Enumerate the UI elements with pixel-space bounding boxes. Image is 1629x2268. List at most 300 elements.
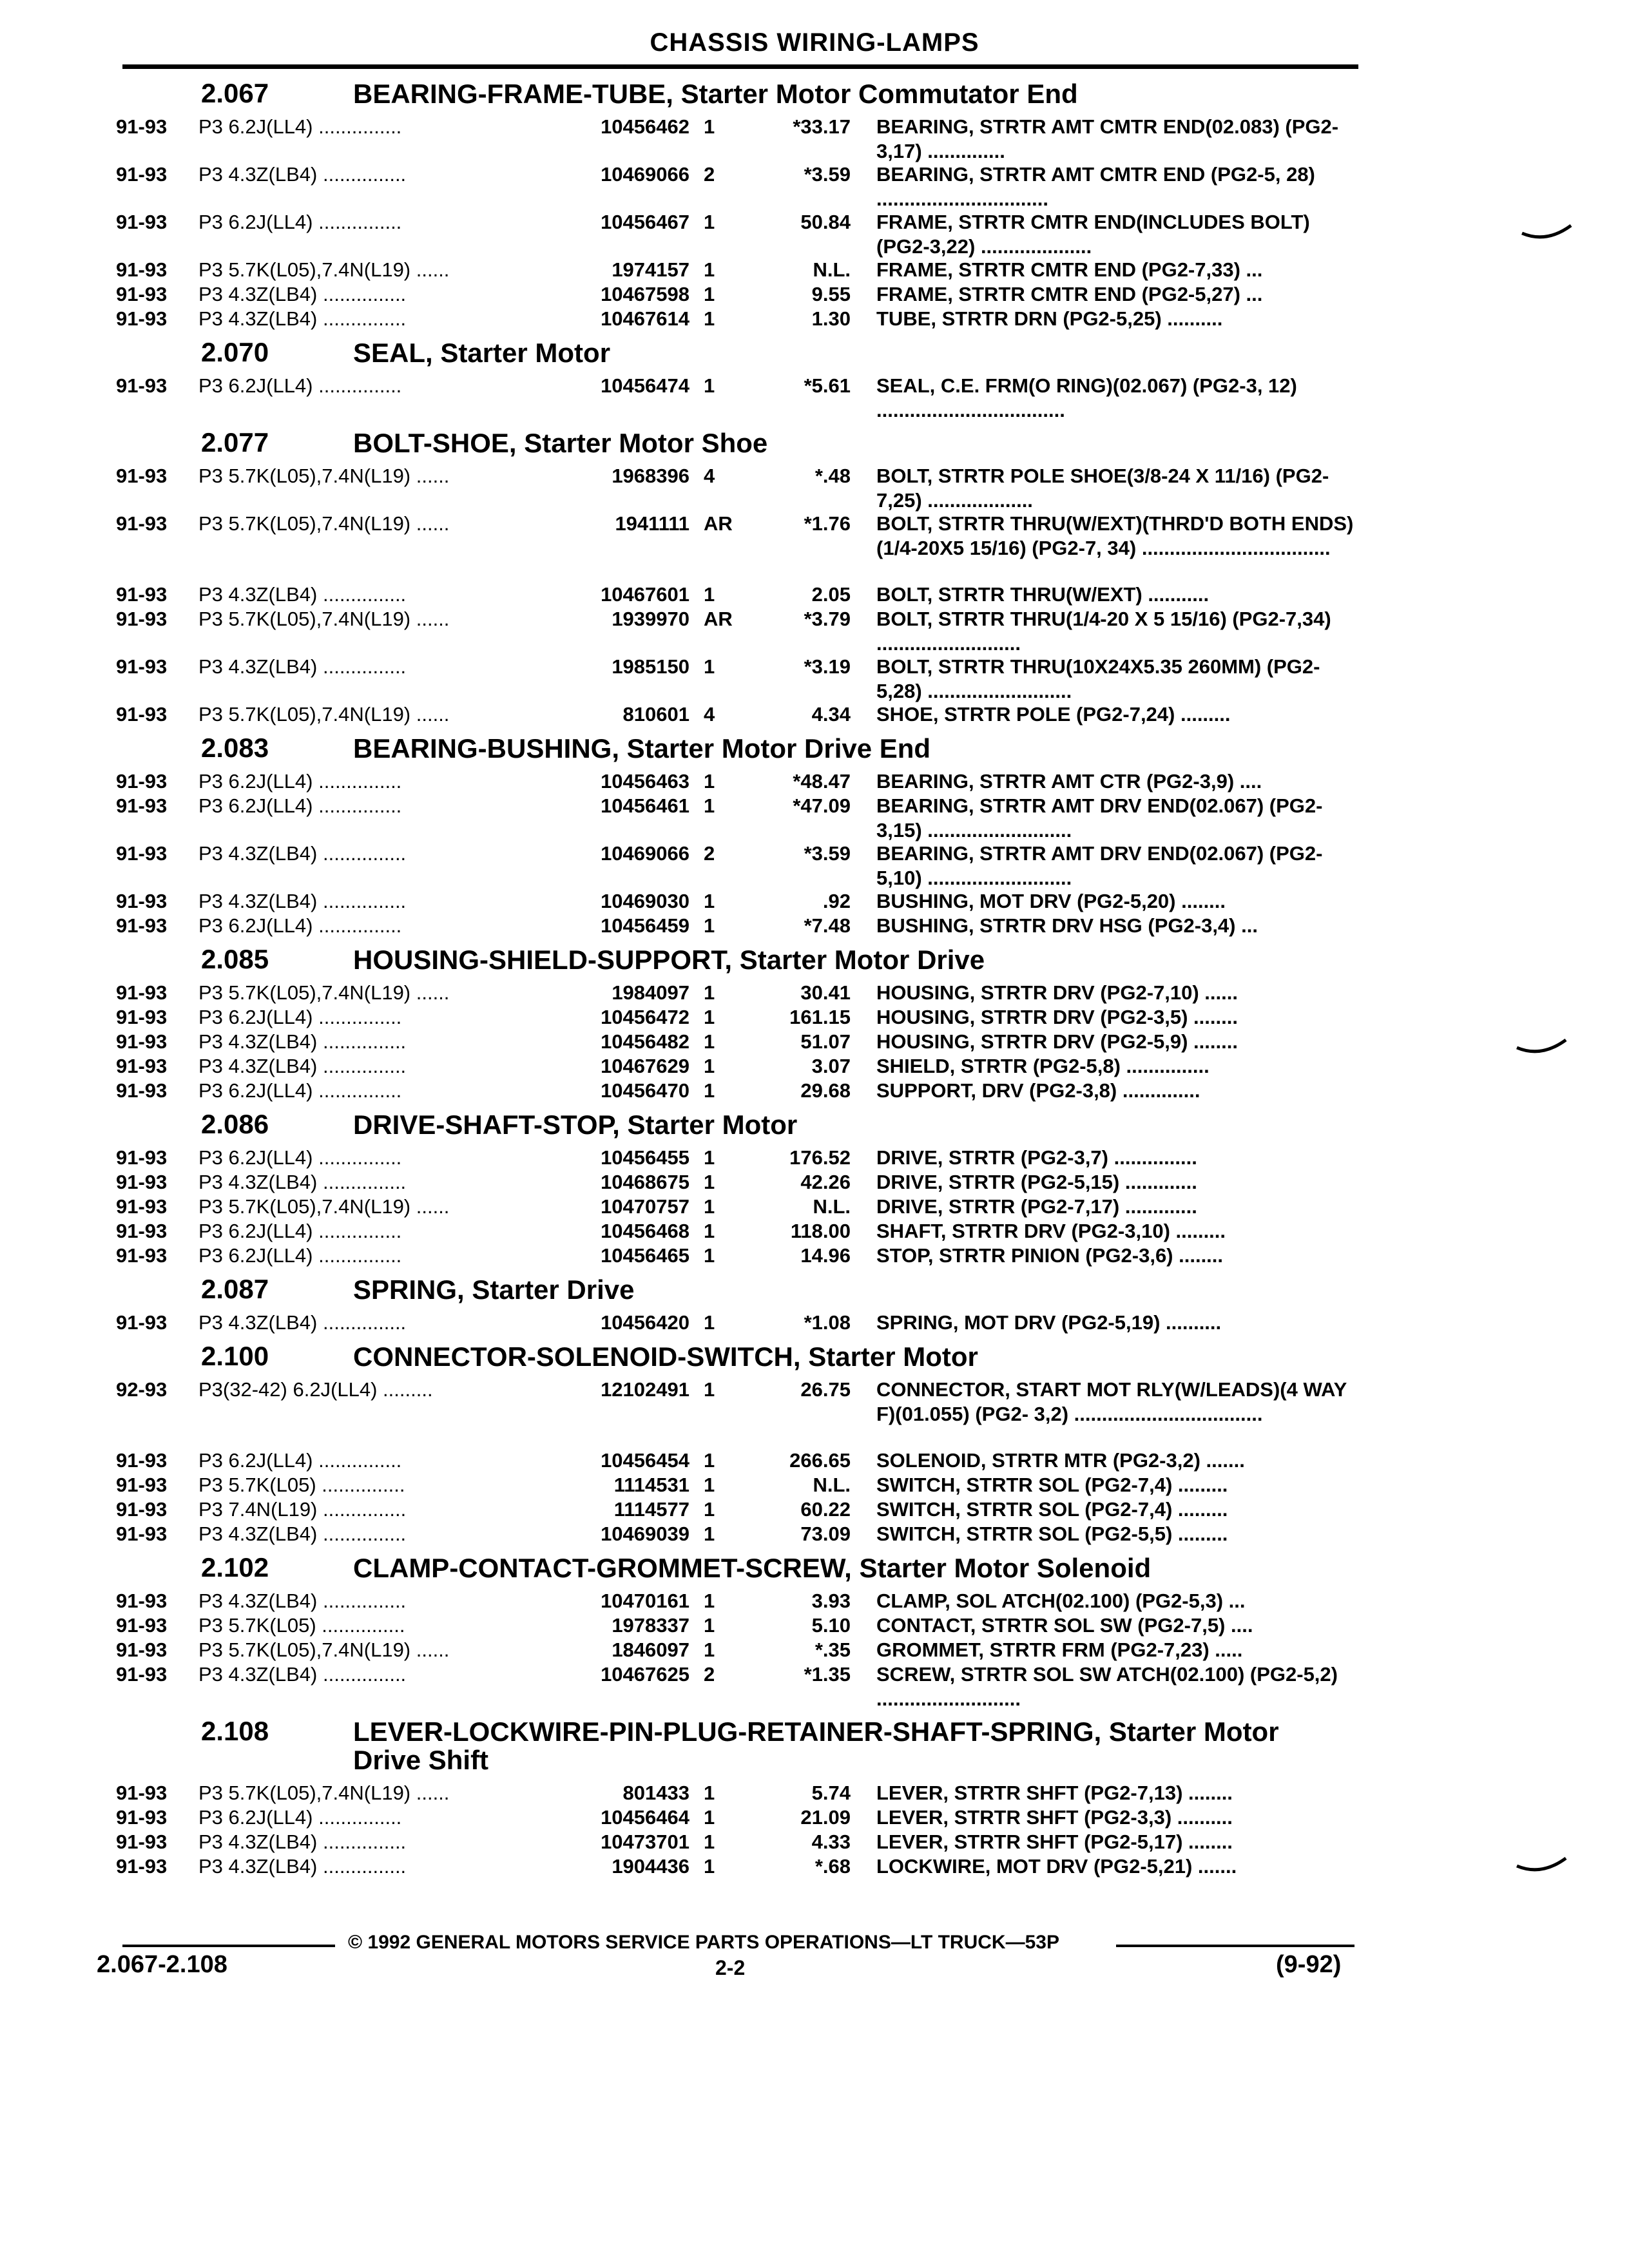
part-description: FRAME, STRTR CMTR END (PG2-5,27) ... — [876, 283, 1263, 305]
part-number: 10456474 — [528, 374, 689, 398]
model-years: 91-93 — [116, 890, 168, 912]
part-number: 10456462 — [528, 115, 689, 139]
application: P3 6.2J(LL4) ............... — [198, 1806, 402, 1829]
part-description: SWITCH, STRTR SOL (PG2-5,5) ......... — [876, 1523, 1228, 1545]
quantity: 1 — [704, 583, 715, 606]
part-number: 10456455 — [528, 1146, 689, 1170]
part-number: 10470161 — [528, 1589, 689, 1613]
section-title: HOUSING-SHIELD-SUPPORT, Starter Motor Drive — [353, 945, 985, 975]
part-description: HOUSING, STRTR DRV (PG2-3,5) ........ — [876, 1006, 1238, 1028]
part-description: BEARING, STRTR AMT CMTR END(02.083) (PG2-3,17) .............. — [876, 115, 1339, 162]
part-number: 10456463 — [528, 769, 689, 794]
price: 60.22 — [800, 1498, 851, 1521]
part-number: 10456465 — [528, 1244, 689, 1268]
quantity: 1 — [704, 1079, 715, 1102]
part-number: 10469039 — [528, 1522, 689, 1546]
price: N.L. — [813, 1195, 851, 1218]
model-years: 91-93 — [116, 1782, 168, 1804]
quantity: 1 — [704, 1474, 715, 1496]
part-description: BOLT, STRTR THRU(W/EXT) ........... — [876, 583, 1210, 606]
application: P3 6.2J(LL4) ............... — [198, 115, 402, 138]
quantity: 2 — [704, 1663, 715, 1686]
part-row — [0, 1054, 1629, 1079]
quantity: 1 — [704, 1171, 715, 1193]
application: P3 4.3Z(LB4) ............... — [198, 1030, 407, 1053]
model-years: 91-93 — [116, 842, 168, 865]
part-number: 10470757 — [528, 1195, 689, 1219]
application: P3 5.7K(L05),7.4N(L19) ...... — [198, 1782, 450, 1804]
section-number: 2.087 — [201, 1274, 269, 1304]
quantity: 1 — [704, 1006, 715, 1028]
application: P3 4.3Z(LB4) ............... — [198, 163, 407, 186]
price: 4.34 — [811, 703, 851, 726]
application: P3 5.7K(L05),7.4N(L19) ...... — [198, 703, 450, 726]
part-description: SCREW, STRTR SOL SW ATCH(02.100) (PG2-5,2) .......................... — [876, 1663, 1338, 1710]
application: P3 6.2J(LL4) ............... — [198, 1449, 402, 1472]
application: P3 6.2J(LL4) ............... — [198, 1146, 402, 1169]
price: *1.76 — [804, 512, 851, 535]
part-description: LOCKWIRE, MOT DRV (PG2-5,21) ....... — [876, 1855, 1237, 1878]
part-description: DRIVE, STRTR (PG2-7,17) ............. — [876, 1195, 1197, 1218]
model-years: 91-93 — [116, 1195, 168, 1218]
price: 266.65 — [789, 1449, 851, 1472]
part-row — [0, 1219, 1629, 1244]
part-number: 10456461 — [528, 794, 689, 818]
section-number: 2.070 — [201, 337, 269, 367]
model-years: 91-93 — [116, 374, 168, 397]
application: P3 6.2J(LL4) ............... — [198, 374, 402, 397]
price: *1.08 — [804, 1311, 851, 1334]
price: N.L. — [813, 1474, 851, 1496]
part-number: 10456468 — [528, 1219, 689, 1244]
application: P3 5.7K(L05),7.4N(L19) ...... — [198, 258, 450, 281]
section-title: CONNECTOR-SOLENOID-SWITCH, Starter Motor — [353, 1341, 978, 1372]
quantity: 1 — [704, 307, 715, 330]
part-row — [0, 282, 1629, 307]
model-years: 91-93 — [116, 1498, 168, 1521]
price: 5.10 — [811, 1614, 851, 1637]
part-number: 1985150 — [528, 655, 689, 679]
price: 4.33 — [811, 1831, 851, 1853]
model-years: 91-93 — [116, 1449, 168, 1472]
price: *3.19 — [804, 655, 851, 678]
footer-page-number: 2-2 — [715, 1956, 746, 1979]
model-years: 91-93 — [116, 583, 168, 606]
part-number: 10469066 — [528, 841, 689, 866]
model-years: 91-93 — [116, 115, 168, 138]
price: *5.61 — [804, 374, 851, 397]
section-header — [0, 331, 1629, 374]
price: 26.75 — [800, 1378, 851, 1401]
quantity: 1 — [704, 1590, 715, 1612]
price: 29.68 — [800, 1079, 851, 1102]
section-number: 2.086 — [201, 1109, 269, 1139]
price: *1.35 — [804, 1663, 851, 1686]
part-row — [0, 702, 1629, 727]
part-description: DRIVE, STRTR (PG2-3,7) ............... — [876, 1146, 1197, 1169]
application: P3 4.3Z(LB4) ............... — [198, 1171, 407, 1193]
margin-tick-mark — [1521, 224, 1572, 244]
quantity: 1 — [704, 655, 715, 678]
part-description: CONTACT, STRTR SOL SW (PG2-7,5) .... — [876, 1614, 1253, 1637]
model-years: 91-93 — [116, 307, 168, 330]
part-row — [0, 1805, 1629, 1830]
section-number: 2.100 — [201, 1341, 269, 1371]
price: 5.74 — [811, 1782, 851, 1804]
model-years: 91-93 — [116, 1831, 168, 1853]
part-row — [0, 794, 1629, 841]
price: *3.59 — [804, 842, 851, 865]
section-title: BEARING-FRAME-TUBE, Starter Motor Commutator End — [353, 79, 1078, 109]
price: 2.05 — [811, 583, 851, 606]
section-title: SEAL, Starter Motor — [353, 338, 611, 368]
price: 50.84 — [800, 211, 851, 233]
part-description: BOLT, STRTR THRU(1/4-20 X 5 15/16) (PG2-7,34) .......................... — [876, 608, 1331, 655]
application: P3 5.7K(L05),7.4N(L19) ...... — [198, 1195, 450, 1218]
part-number: 10456470 — [528, 1079, 689, 1103]
part-row — [0, 1079, 1629, 1103]
part-description: SHIELD, STRTR (PG2-5,8) ............... — [876, 1055, 1210, 1077]
price: 161.15 — [789, 1006, 851, 1028]
model-years: 91-93 — [116, 1171, 168, 1193]
application: P3 6.2J(LL4) ............... — [198, 1244, 402, 1267]
part-row — [0, 374, 1629, 421]
model-years: 91-93 — [116, 1220, 168, 1242]
section-header — [0, 1546, 1629, 1589]
quantity: AR — [704, 512, 733, 535]
section-header — [0, 938, 1629, 981]
part-description: SWITCH, STRTR SOL (PG2-7,4) ......... — [876, 1498, 1228, 1521]
application: P3 6.2J(LL4) ............... — [198, 1220, 402, 1242]
price: *.35 — [815, 1639, 851, 1661]
price: 73.09 — [800, 1523, 851, 1545]
part-row — [0, 1170, 1629, 1195]
application: P3 5.7K(L05),7.4N(L19) ...... — [198, 981, 450, 1004]
part-row — [0, 889, 1629, 914]
price: 30.41 — [800, 981, 851, 1004]
part-number: 1941111 — [528, 512, 689, 536]
model-years: 91-93 — [116, 1855, 168, 1878]
part-description: BOLT, STRTR THRU(10X24X5.35 260MM) (PG2-5,28) .......................... — [876, 655, 1320, 702]
section-header — [0, 1710, 1629, 1781]
quantity: 1 — [704, 1614, 715, 1637]
model-years: 91-93 — [116, 914, 168, 937]
section-title: BOLT-SHOE, Starter Motor Shoe — [353, 428, 768, 458]
part-number: 10467614 — [528, 307, 689, 331]
part-number: 10468675 — [528, 1170, 689, 1195]
part-number: 1846097 — [528, 1638, 689, 1662]
model-years: 91-93 — [116, 1663, 168, 1686]
part-description: BEARING, STRTR AMT CTR (PG2-3,9) .... — [876, 770, 1262, 793]
model-years: 91-93 — [116, 1590, 168, 1612]
quantity: 1 — [704, 981, 715, 1004]
part-row — [0, 1522, 1629, 1546]
part-number: 10456464 — [528, 1805, 689, 1830]
model-years: 91-93 — [116, 608, 168, 630]
application: P3(32-42) 6.2J(LL4) ......... — [198, 1378, 433, 1401]
part-description: FRAME, STRTR CMTR END (PG2-7,33) ... — [876, 258, 1263, 281]
part-description: SHOE, STRTR POLE (PG2-7,24) ......... — [876, 703, 1231, 726]
model-years: 91-93 — [116, 211, 168, 233]
part-description: CLAMP, SOL ATCH(02.100) (PG2-5,3) ... — [876, 1590, 1246, 1612]
part-row — [0, 1613, 1629, 1638]
footer-section-range: 2.067-2.108 — [97, 1951, 227, 1978]
part-row — [0, 512, 1629, 582]
model-years: 91-93 — [116, 794, 168, 817]
application: P3 4.3Z(LB4) ............... — [198, 583, 407, 606]
part-description: BOLT, STRTR POLE SHOE(3/8-24 X 11/16) (PG2-7,25) ................... — [876, 465, 1329, 512]
part-number: 1114577 — [528, 1497, 689, 1522]
quantity: 1 — [704, 794, 715, 817]
part-row — [0, 210, 1629, 258]
price: *7.48 — [804, 914, 851, 937]
model-years: 91-93 — [116, 770, 168, 793]
application: P3 4.3Z(LB4) ............... — [198, 890, 407, 912]
footer-rule — [122, 1945, 335, 1947]
section-title: LEVER-LOCKWIRE-PIN-PLUG-RETAINER-SHAFT-SPRING, Starter Motor Drive Shift — [353, 1716, 1279, 1775]
part-row — [0, 1448, 1629, 1473]
part-row — [0, 1146, 1629, 1170]
quantity: 1 — [704, 1244, 715, 1267]
quantity: 1 — [704, 1055, 715, 1077]
part-row — [0, 1244, 1629, 1268]
price: *3.79 — [804, 608, 851, 630]
part-number: 10469066 — [528, 162, 689, 187]
quantity: 1 — [704, 1831, 715, 1853]
part-row — [0, 1030, 1629, 1054]
quantity: 1 — [704, 1220, 715, 1242]
model-years: 91-93 — [116, 1806, 168, 1829]
quantity: 1 — [704, 1806, 715, 1829]
part-number: 10467601 — [528, 582, 689, 607]
part-row — [0, 1378, 1629, 1448]
part-description: HOUSING, STRTR DRV (PG2-5,9) ........ — [876, 1030, 1238, 1053]
part-number: 10456467 — [528, 210, 689, 235]
part-row — [0, 914, 1629, 938]
section-title: DRIVE-SHAFT-STOP, Starter Motor — [353, 1110, 798, 1140]
price: 3.93 — [811, 1590, 851, 1612]
section-number: 2.102 — [201, 1552, 269, 1582]
quantity: 1 — [704, 1030, 715, 1053]
part-description: TUBE, STRTR DRN (PG2-5,25) .......... — [876, 307, 1223, 330]
section-header — [0, 1103, 1629, 1146]
part-row — [0, 115, 1629, 162]
part-number: 10467629 — [528, 1054, 689, 1079]
quantity: 1 — [704, 1449, 715, 1472]
price: 176.52 — [789, 1146, 851, 1169]
section-number: 2.083 — [201, 733, 269, 763]
part-description: SWITCH, STRTR SOL (PG2-7,4) ......... — [876, 1474, 1228, 1496]
model-years: 91-93 — [116, 1244, 168, 1267]
price: *33.17 — [793, 115, 851, 138]
price: .92 — [822, 890, 851, 912]
section-header — [0, 1335, 1629, 1378]
application: P3 7.4N(L19) ............... — [198, 1498, 407, 1521]
part-row — [0, 1311, 1629, 1335]
part-description: HOUSING, STRTR DRV (PG2-7,10) ...... — [876, 981, 1238, 1004]
part-number: 1974157 — [528, 258, 689, 282]
application: P3 4.3Z(LB4) ............... — [198, 283, 407, 305]
part-number: 1984097 — [528, 981, 689, 1005]
part-number: 12102491 — [528, 1378, 689, 1402]
price: 51.07 — [800, 1030, 851, 1053]
quantity: 2 — [704, 163, 715, 186]
price: N.L. — [813, 258, 851, 281]
model-years: 91-93 — [116, 512, 168, 535]
application: P3 4.3Z(LB4) ............... — [198, 307, 407, 330]
part-row — [0, 769, 1629, 794]
margin-tick-mark — [1516, 1857, 1567, 1876]
application: P3 4.3Z(LB4) ............... — [198, 1855, 407, 1878]
part-number: 1114531 — [528, 1473, 689, 1497]
application: P3 6.2J(LL4) ............... — [198, 1079, 402, 1102]
model-years: 91-93 — [116, 283, 168, 305]
part-row — [0, 981, 1629, 1005]
part-row — [0, 1854, 1629, 1879]
part-number: 10469030 — [528, 889, 689, 914]
model-years: 91-93 — [116, 1311, 168, 1334]
quantity: 1 — [704, 1782, 715, 1804]
application: P3 5.7K(L05) ............... — [198, 1474, 405, 1496]
model-years: 91-93 — [116, 981, 168, 1004]
model-years: 91-93 — [116, 1614, 168, 1637]
model-years: 91-93 — [116, 1523, 168, 1545]
part-description: STOP, STRTR PINION (PG2-3,6) ........ — [876, 1244, 1224, 1267]
price: 42.26 — [800, 1171, 851, 1193]
section-number: 2.077 — [201, 427, 269, 457]
quantity: 1 — [704, 1639, 715, 1661]
quantity: 1 — [704, 1378, 715, 1401]
application: P3 6.2J(LL4) ............... — [198, 770, 402, 793]
application: P3 4.3Z(LB4) ............... — [198, 1311, 407, 1334]
application: P3 6.2J(LL4) ............... — [198, 914, 402, 937]
section-number: 2.067 — [201, 78, 269, 108]
part-row — [0, 1638, 1629, 1662]
price: *.48 — [815, 465, 851, 487]
part-number: 10473701 — [528, 1830, 689, 1854]
model-years: 91-93 — [116, 1055, 168, 1077]
application: P3 6.2J(LL4) ............... — [198, 1006, 402, 1028]
model-years: 91-93 — [116, 1006, 168, 1028]
application: P3 5.7K(L05),7.4N(L19) ...... — [198, 512, 450, 535]
footer-date: (9-92) — [1276, 1951, 1342, 1978]
application: P3 6.2J(LL4) ............... — [198, 794, 402, 817]
part-number: 801433 — [528, 1781, 689, 1805]
model-years: 91-93 — [116, 1639, 168, 1661]
price: *48.47 — [793, 770, 851, 793]
part-description: SEAL, C.E. FRM(O RING)(02.067) (PG2-3, 12) .................................. — [876, 374, 1297, 421]
part-row — [0, 1589, 1629, 1613]
model-years: 91-93 — [116, 465, 168, 487]
price: 3.07 — [811, 1055, 851, 1077]
part-number: 810601 — [528, 702, 689, 727]
application: P3 5.7K(L05),7.4N(L19) ...... — [198, 465, 450, 487]
section-number: 2.108 — [201, 1716, 269, 1746]
price: *.68 — [815, 1855, 851, 1878]
part-description: LEVER, STRTR SHFT (PG2-5,17) ........ — [876, 1831, 1233, 1853]
footer-copyright: © 1992 GENERAL MOTORS SERVICE PARTS OPERATIONS—LT TRUCK—53P — [348, 1932, 1059, 1953]
part-description: SHAFT, STRTR DRV (PG2-3,10) ......... — [876, 1220, 1226, 1242]
part-number: 10467598 — [528, 282, 689, 307]
quantity: 1 — [704, 1855, 715, 1878]
part-description: BUSHING, MOT DRV (PG2-5,20) ........ — [876, 890, 1226, 912]
quantity: 1 — [704, 1146, 715, 1169]
application: P3 4.3Z(LB4) ............... — [198, 1663, 407, 1686]
part-row — [0, 1662, 1629, 1710]
part-description: BEARING, STRTR AMT DRV END(02.067) (PG2-5,10) .......................... — [876, 842, 1323, 889]
page-title: CHASSIS WIRING-LAMPS — [650, 28, 979, 57]
quantity: 1 — [704, 1311, 715, 1334]
price: 1.30 — [811, 307, 851, 330]
model-years: 91-93 — [116, 1079, 168, 1102]
quantity: 1 — [704, 211, 715, 233]
price: 9.55 — [811, 283, 851, 305]
part-description: BUSHING, STRTR DRV HSG (PG2-3,4) ... — [876, 914, 1258, 937]
part-number: 1904436 — [528, 1854, 689, 1879]
model-years: 91-93 — [116, 1030, 168, 1053]
quantity: 4 — [704, 465, 715, 487]
part-number: 1968396 — [528, 464, 689, 488]
quantity: 1 — [704, 914, 715, 937]
quantity: AR — [704, 608, 733, 630]
part-number: 10456454 — [528, 1448, 689, 1473]
part-description: DRIVE, STRTR (PG2-5,15) ............. — [876, 1171, 1197, 1193]
parts-listing — [0, 72, 1629, 1879]
part-row — [0, 464, 1629, 512]
application: P3 6.2J(LL4) ............... — [198, 211, 402, 233]
application: P3 4.3Z(LB4) ............... — [198, 655, 407, 678]
part-row — [0, 307, 1629, 331]
part-row — [0, 607, 1629, 655]
part-row — [0, 841, 1629, 889]
section-number: 2.085 — [201, 944, 269, 974]
part-description: LEVER, STRTR SHFT (PG2-3,3) .......... — [876, 1806, 1233, 1829]
quantity: 1 — [704, 1195, 715, 1218]
part-row — [0, 1830, 1629, 1854]
part-description: SOLENOID, STRTR MTR (PG2-3,2) ....... — [876, 1449, 1245, 1472]
model-years: 91-93 — [116, 1146, 168, 1169]
application: P3 4.3Z(LB4) ............... — [198, 842, 407, 865]
quantity: 1 — [704, 374, 715, 397]
part-description: BOLT, STRTR THRU(W/EXT)(THRD'D BOTH ENDS)(1/4-20X5 15/16) (PG2-7, 34) .................................. — [876, 512, 1354, 559]
application: P3 5.7K(L05) ............... — [198, 1614, 405, 1637]
part-number: 10456459 — [528, 914, 689, 938]
quantity: 1 — [704, 283, 715, 305]
part-description: BEARING, STRTR AMT DRV END(02.067) (PG2-3,15) .......................... — [876, 794, 1323, 841]
section-title: BEARING-BUSHING, Starter Motor Drive End — [353, 733, 931, 764]
model-years: 92-93 — [116, 1378, 168, 1401]
part-number: 1978337 — [528, 1613, 689, 1638]
quantity: 1 — [704, 770, 715, 793]
part-description: FRAME, STRTR CMTR END(INCLUDES BOLT) (PG2-3,22) .................... — [876, 211, 1310, 258]
price: *3.59 — [804, 163, 851, 186]
price: 118.00 — [790, 1220, 851, 1242]
section-header — [0, 727, 1629, 769]
quantity: 4 — [704, 703, 715, 726]
section-title: CLAMP-CONTACT-GROMMET-SCREW, Starter Motor Solenoid — [353, 1553, 1152, 1583]
section-header — [0, 72, 1629, 115]
part-row — [0, 258, 1629, 282]
application: P3 5.7K(L05),7.4N(L19) ...... — [198, 1639, 450, 1661]
footer-rule — [1116, 1945, 1354, 1947]
part-row — [0, 582, 1629, 607]
model-years: 91-93 — [116, 703, 168, 726]
quantity: 1 — [704, 1498, 715, 1521]
part-row — [0, 1195, 1629, 1219]
quantity: 1 — [704, 1523, 715, 1545]
part-row — [0, 1473, 1629, 1497]
price: 21.09 — [800, 1806, 851, 1829]
